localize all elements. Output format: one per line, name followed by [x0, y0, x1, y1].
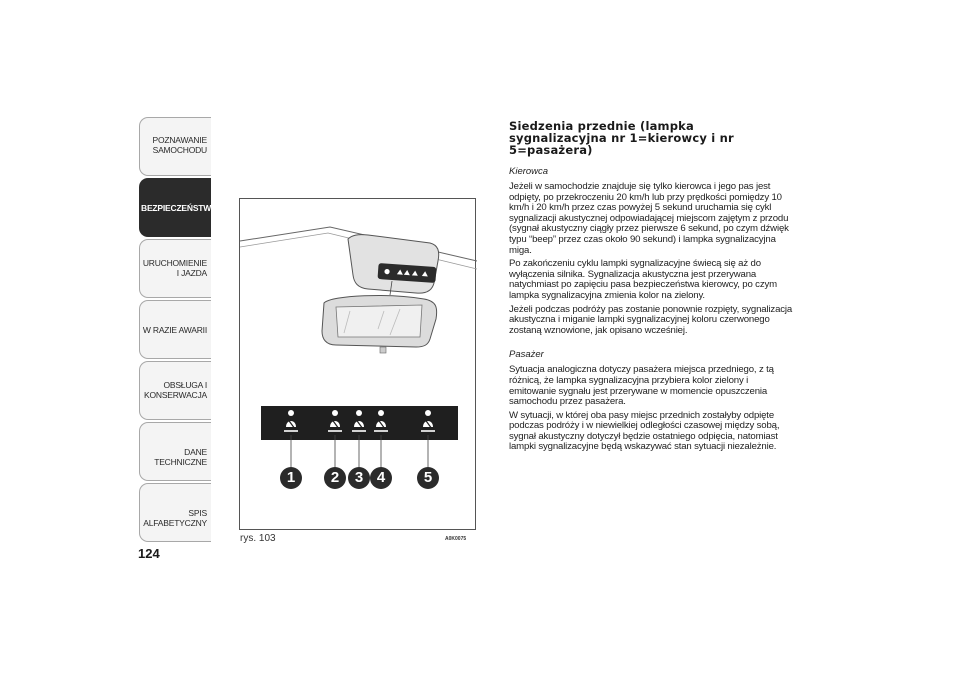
driver-paragraph: Po zakończeniu cyklu lampki sygnalizacyjne świecą się aż do wyłączenia silnika. Sygnalizacja akustyczna jest przerywana natychmiast po zapięciu pasa bezpieczeństwa kierowcy, po czym lampka sygnalizacyjna zmienia kolor na zielony. [509, 258, 777, 301]
tab-label: OBSŁUGA I KONSERWACJA [144, 380, 207, 400]
callout-number-5: 5 [417, 467, 439, 489]
callout-number-1: 1 [280, 467, 302, 489]
figure-caption: rys. 103 [240, 533, 276, 544]
tab-label: BEZPIECZEŃSTWO [141, 203, 218, 213]
driver-subheading: Kierowca [509, 166, 549, 177]
callout-number-3: 3 [348, 467, 370, 489]
passenger-paragraph: Sytuacja analogiczna dotyczy pasażera miejsca przedniego, z tą różnicą, że lampka sygnalizacyjna przybiera kolor zielony i emitowanie sygnału jest przerywane w momencie opuszczenia samochodu przez pasażera. [509, 364, 774, 408]
section-heading: Siedzenia przednie (lampka sygnalizacyjna nr 1=kierowcy i nr 5=pasażera) [509, 119, 734, 157]
content-column [509, 120, 794, 456]
callout-number-4: 4 [370, 467, 392, 489]
tab-label: URUCHOMIENIE I JAZDA [142, 258, 207, 278]
callout-number-2: 2 [324, 467, 346, 489]
tab-poznawanie-samochodu[interactable] [139, 117, 211, 176]
chapter-tabs [139, 117, 218, 544]
passenger-subheading: Pasażer [509, 349, 544, 361]
passenger-paragraph: W sytuacji, w której oba pasy miejsc przednich zostałyby odpięte podczas podróży i w niewielkiej odległości czasowej między sobą, sygnał akustyczny dotyczył będzie ostatniego odpięcia, natomiast lampki sygnalizacyjne będą wskazywać stan sytuacji niezależnie. [509, 409, 780, 453]
figure-seatbelt-indicator [239, 198, 476, 530]
tab-uruchomienie-i-jazda[interactable] [139, 239, 211, 298]
tab-label: W RAZIE AWARII [142, 325, 207, 335]
tab-spis-alfabetyczny[interactable] [139, 483, 211, 542]
driver-paragraph: Jeżeli podczas podróży pas zostanie ponownie rozpięty, sygnalizacja akustyczna i miganie lampki sygnalizacyjnej koloru czerwonego zostaną wznowione, jak opisano wcześniej. [509, 303, 793, 336]
tab-bezpieczenstwo[interactable] [139, 178, 218, 237]
driver-paragraph: Jeżeli w samochodzie znajduje się tylko kierowca i jego pas jest odpięty, po przekroczeniu 20 km/h lub przy prędkości pomiędzy 10 km/h i 20 km/h przez czas powyżej 5 sekund uruchamia się cykl sygnalizacji akustycznej odpowiadającej miejscom zajętym z przodu (sygnał akustyczny ciągły przez pierwsze 6 sekund, po czym dźwięk typu “beep” przez czas około 90 sekund) i lampka sygnalizacyjna miga. [509, 181, 789, 256]
tab-label: POZNAWANIE SAMOCHODU [152, 135, 207, 155]
tab-dane-techniczne[interactable] [139, 422, 211, 481]
tab-label: SPIS ALFABETYCZNY [143, 508, 207, 528]
tab-obsluga-i-konserwacja[interactable] [139, 361, 211, 420]
figure-code: A0K0075 [445, 536, 467, 542]
tab-w-razie-awarii[interactable] [139, 300, 211, 359]
tab-label: DANE TECHNICZNE [154, 447, 207, 467]
page-number: 124 [138, 546, 160, 561]
